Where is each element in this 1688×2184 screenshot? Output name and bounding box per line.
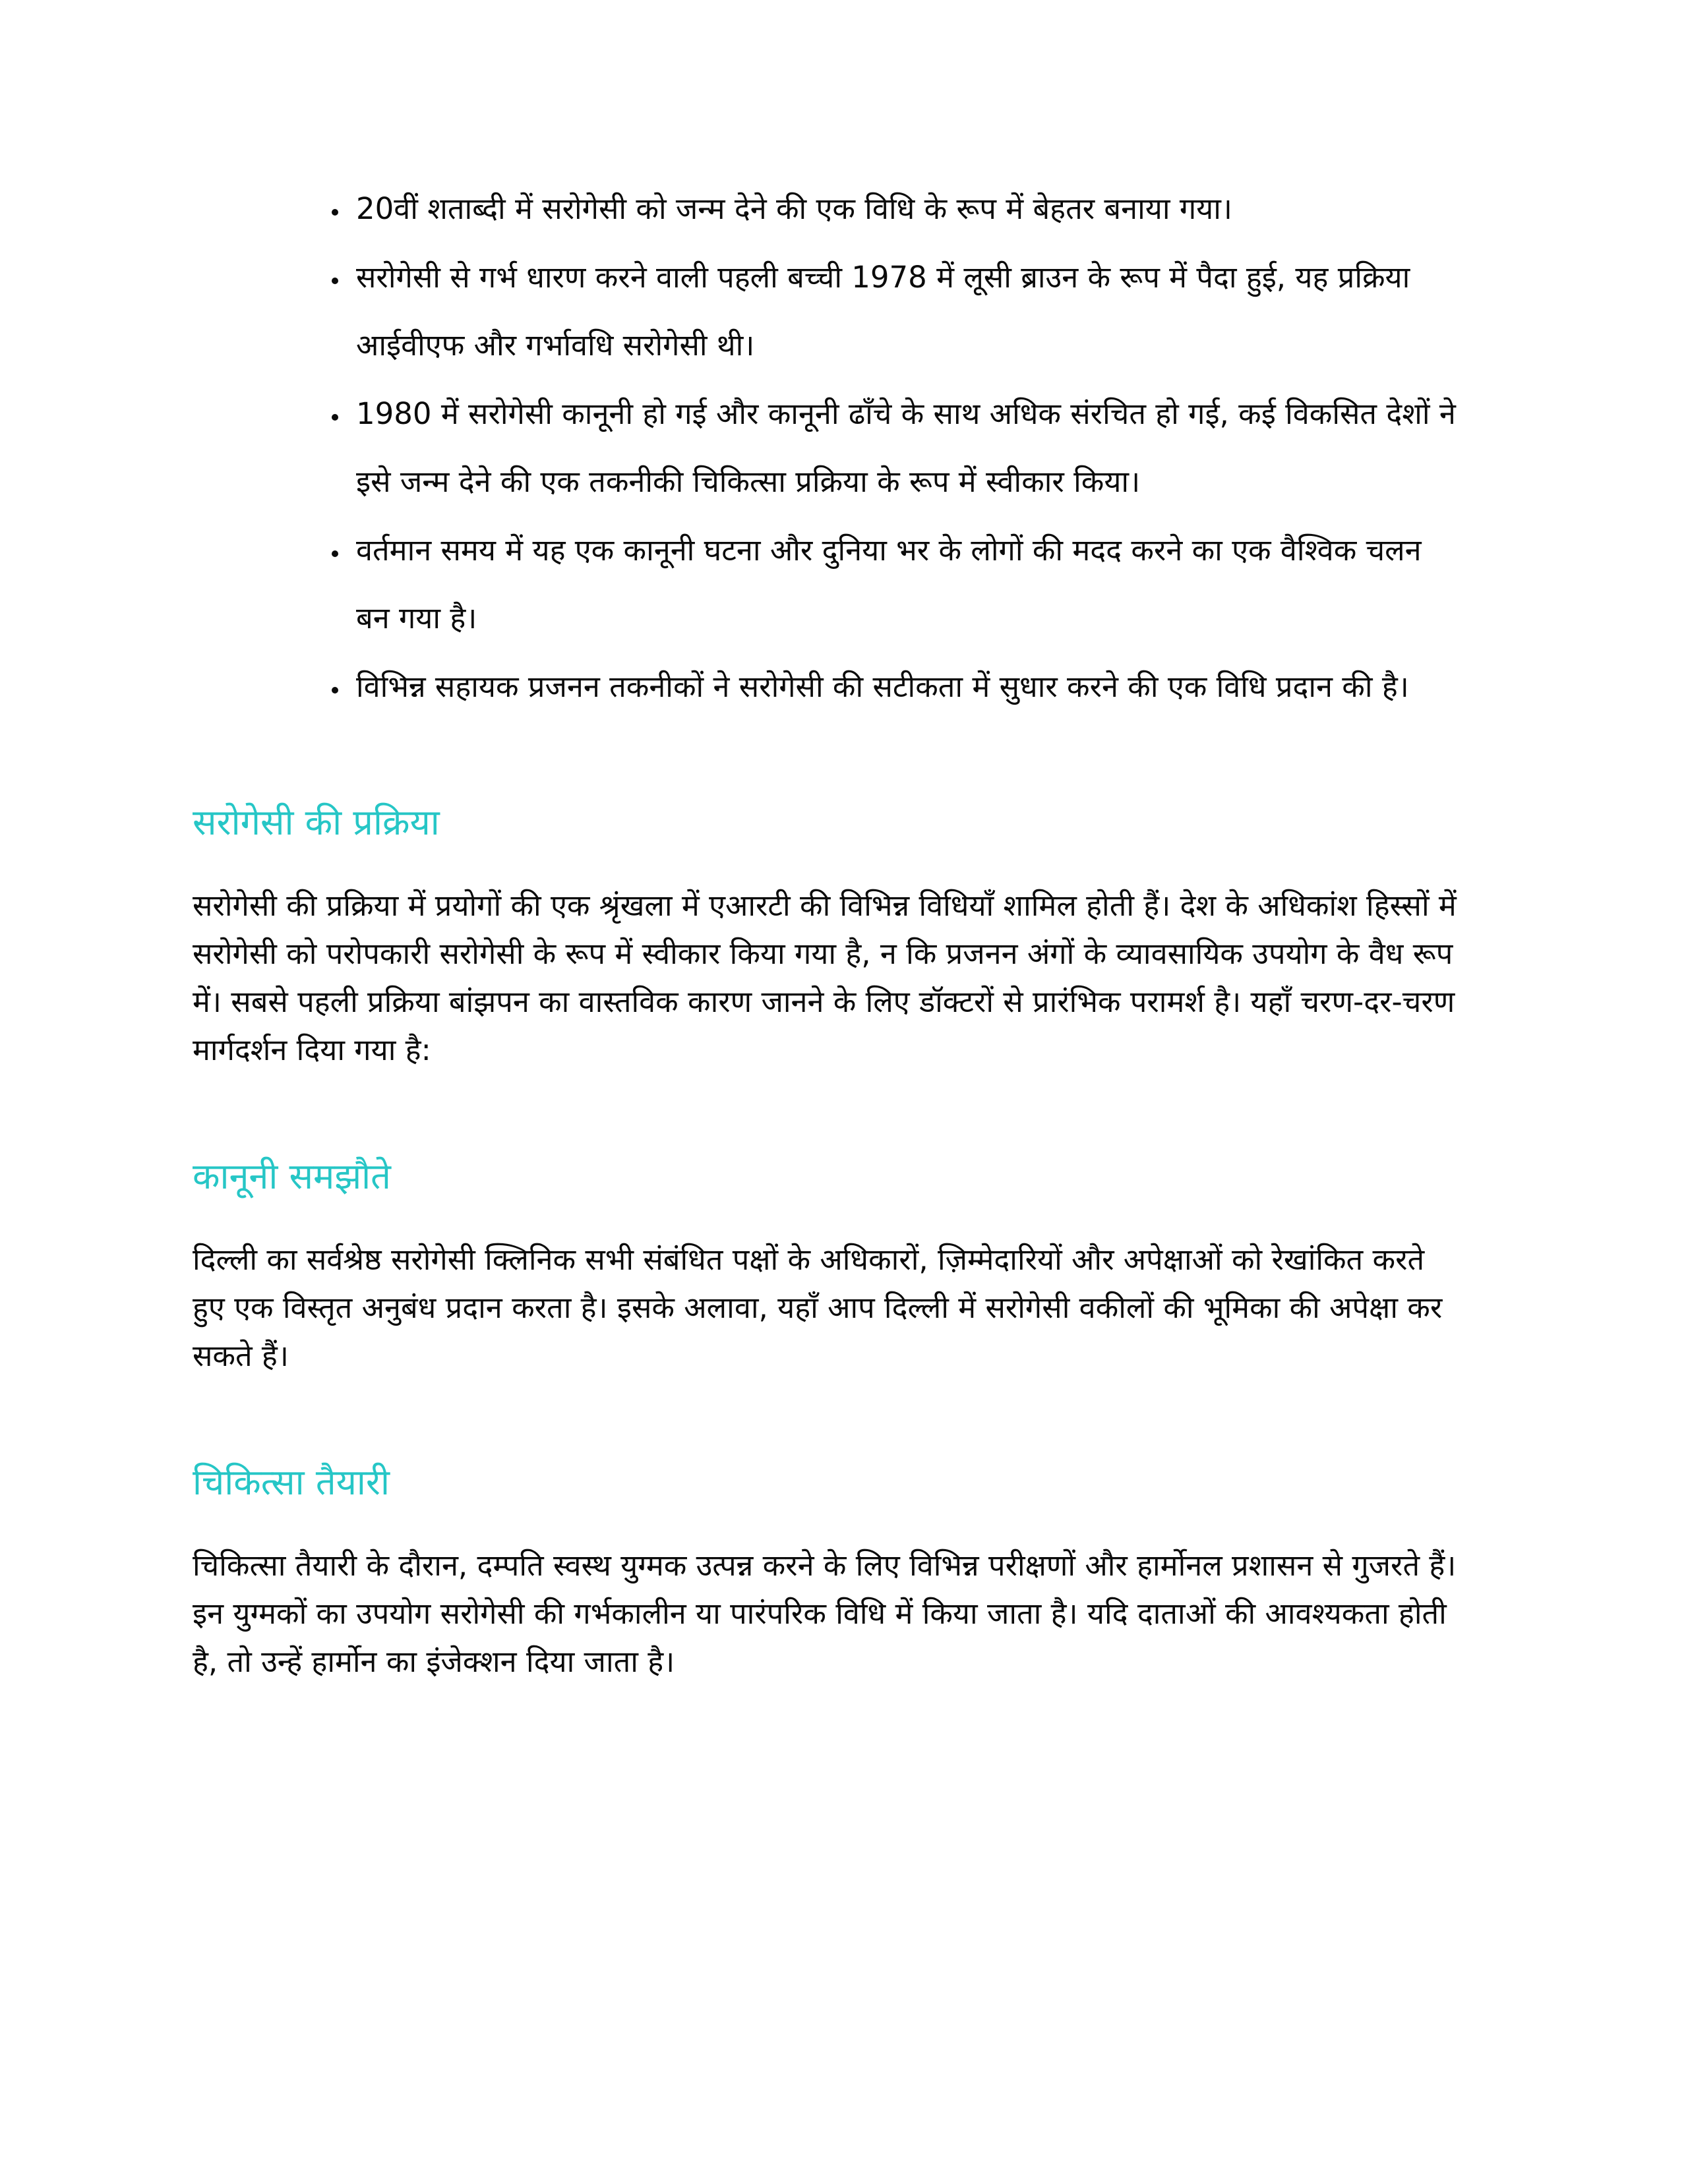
- section-heading-legal-agreements: कानूनी समझौते: [193, 1155, 391, 1197]
- bullet-item: • 20वीं शताब्दी में सरोगेसी को जन्म देने की एक विधि के रूप में बेहतर बनाया गया।: [349, 175, 1457, 243]
- section-paragraph-medical-preparation: चिकित्सा तैयारी के दौरान, दम्पति स्वस्थ युग्मक उत्पन्न करने के लिए विभिन्न परीक्षणों और हार्मोनल प्रशासन से गुजरते हैं। इन युग्मकों का उपयोग सरोगेसी की गर्भकालीन या पारंपरिक विधि में किया जाता है। यदि दाताओं की आवश्यकता होती है, तो उन्हें हार्मोन का इंजेक्शन दिया जाता है।: [193, 1547, 1457, 1679]
- bullet-item: • वर्तमान समय में यह एक कानूनी घटना और दुनिया भर के लोगों की मदद करने का एक वैश्विक चलन बन गया है।: [349, 516, 1457, 653]
- section-legal-agreements: [193, 1154, 1457, 1380]
- bullet-item: • 1980 में सरोगेसी कानूनी हो गई और कानूनी ढाँचे के साथ अधिक संरचित हो गई, कई विकसित देशों ने इसे जन्म देने की एक तकनीकी चिकित्सा प्रक्रिया के रूप में स्वीकार किया।: [349, 380, 1457, 516]
- section-paragraph-legal-agreements: दिल्ली का सर्वश्रेष्ठ सरोगेसी क्लिनिक सभी संबंधित पक्षों के अधिकारों, ज़िम्मेदारियों और अपेक्षाओं को रेखांकित करते हुए एक विस्तृत अनुबंध प्रदान करता है। इसके अलावा, यहाँ आप दिल्ली में सरोगेसी वकीलों की भूमिका की अपेक्षा कर सकते हैं।: [193, 1241, 1443, 1373]
- bullet-item: • सरोगेसी से गर्भ धारण करने वाली पहली बच्ची 1978 में लूसी ब्राउन के रूप में पैदा हुई, यह प्रक्रिया आईवीएफ और गर्भावधि सरोगेसी थी।: [349, 243, 1457, 380]
- section-surrogacy-process: [193, 800, 1457, 1075]
- section-heading-surrogacy-process: सरोगेसी की प्रक्रिया: [193, 802, 440, 843]
- section-medical-preparation: [193, 1460, 1457, 1686]
- bullet-list: [193, 175, 1457, 721]
- bullet-item: • विभिन्न सहायक प्रजनन तकनीकों ने सरोगेसी की सटीकता में सुधार करने की एक विधि प्रदान की है।: [349, 653, 1457, 721]
- section-paragraph-surrogacy-process: सरोगेसी की प्रक्रिया में प्रयोगों की एक श्रृंखला में एआरटी की विभिन्न विधियाँ शामिल होती हैं। देश के अधिकांश हिस्सों में सरोगेसी को परोपकारी सरोगेसी के रूप में स्वीकार किया गया है, न कि प्रजनन अंगों के व्यावसायिक उपयोग के वैध रूप में। सबसे पहली प्रक्रिया बांझपन का वास्तविक कारण जानने के लिए डॉक्टरों से प्रारंभिक परामर्श है। यहाँ चरण-दर-चरण मार्गदर्शन दिया गया है:: [193, 888, 1457, 1067]
- section-heading-medical-preparation: चिकित्सा तैयारी: [193, 1461, 390, 1503]
